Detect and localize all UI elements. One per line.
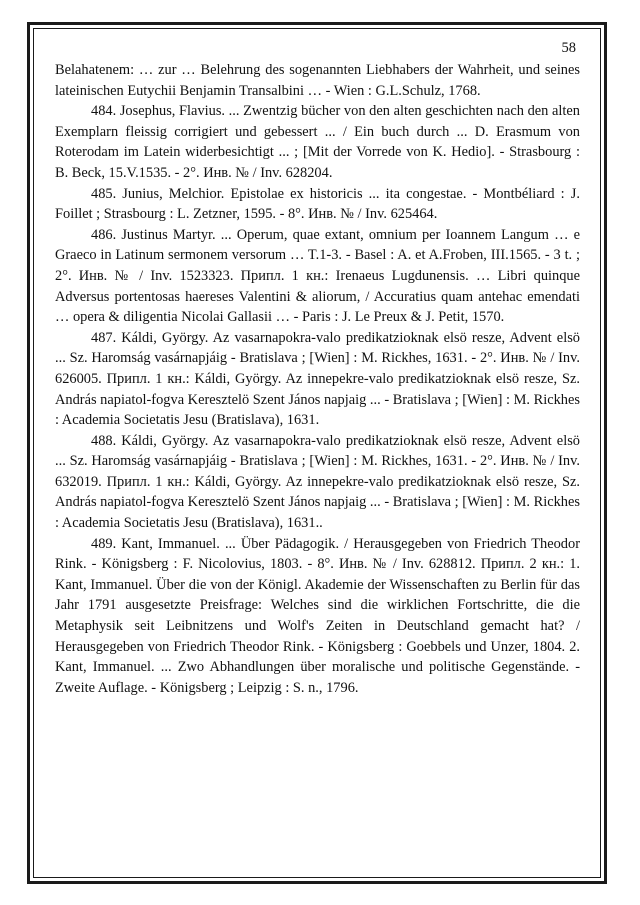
catalog-entry-488: 488. Káldi, György. Az vasarnapokra-valo predikatzioknak elsö resze, Advent elsö ... Sz. Haromság vasárnapjáig - Bratislava ; [Wien] : M. Rickhes, 1631. - 2°. Инв. № / Inv. 632019. Припл. 1 кн.: Káldi, György. Az innepekre-valo predikatzioknak elsö resze, Sz. András napiatol-fogva Keresztelö Szent János napjaig ... - Bratislava ; [Wien] : M. Rickhes : Academia Societatis Jesu (Bratislava), 1631.. <box>55 432 580 532</box>
catalog-entry-486: 486. Justinus Martyr. ... Operum, quae extant, omnium per Ioannem Langum … e Graeco in Latinum sermonem versorum … T.1-3. - Basel : A. et A.Froben, III.1565. - 3 t. ; 2°. Инв. № / Inv. 1523323. Припл. 1 кн.: Irenaeus Lugdunensis. … Libri quinque Adversus portentosas haereses Valentini & aliorum, / Accuratius quam antehac emendati … opera & diligentia Nicolai Gallasii … - Paris : J. Le Preux & J. Petit, 1570. <box>55 226 580 326</box>
catalog-entry-485: 485. Junius, Melchior. Epistolae ex historicis ... ita congestae. - Montbéliard : J. Foillet ; Strasbourg : L. Zetzner, 1595. - 8°. Инв. № / Inv. 625464. <box>55 185 580 223</box>
catalog-entry-484: 484. Josephus, Flavius. ... Zwentzig bücher von den alten geschichten nach den alten Exemplarn fleissig corrigiert und gebessert ... / Ein buch durch ... D. Erasmum von Roterodam im Latein widerbesichtigt ... ; [Mit der Vorrede von K. Hedio]. - Strasbourg : B. Beck, 15.V.1535. - 2°. Инв. № / Inv. 628204. <box>55 103 580 181</box>
continuation-paragraph: Belahatenem: … zur … Belehrung des sogenannten Liebhabers der Wahrheit, und seines lateinischen Eutychii Benjamin Transalbini … - Wien : G.L.Schulz, 1768. <box>55 62 580 99</box>
page-number: 58 <box>561 40 576 56</box>
catalog-text <box>55 60 580 698</box>
catalog-entry-489: 489. Kant, Immanuel. ... Über Pädagogik. / Herausgegeben von Friedrich Theodor Rink. - Königsberg : F. Nicolovius, 1803. - 8°. Инв. № / Inv. 628812. Припл. 2 кн.: 1. Kant, Immanuel. Über die von der Königl. Akademie der Wissenschaften zu Berlin für das Jahr 1791 ausgesetzte Preisfrage: Welches sind die wirklichen Fortschritte, die die Metaphysik seit Leibnitzens und Wolf's Zeiten in Deutschland gemacht hat? / Herausgegeben von Friedrich Theodor Rink. - Königsberg : Goebbels und Unzer, 1804. 2. Kant, Immanuel. ... Zwo Abhandlungen über moralische und politische Gegenstände. - Zweite Auflage. - Königsberg ; Leipzig : S. n., 1796. <box>55 535 580 696</box>
catalog-entry-487: 487. Káldi, György. Az vasarnapokra-valo predikatzioknak elsö resze, Advent elsö ... Sz. Haromság vasárnapjáig - Bratislava ; [Wien] : M. Rickhes, 1631. - 2°. Инв. № / Inv. 626005. Припл. 1 кн.: Káldi, György. Az innepekre-valo predikatzioknak elsö resze, Sz. András napiatol-fogva Keresztelö Szent János napjaig ... - Bratislava ; [Wien] : M. Rickhes : Academia Societatis Jesu (Bratislava), 1631. <box>55 329 580 429</box>
